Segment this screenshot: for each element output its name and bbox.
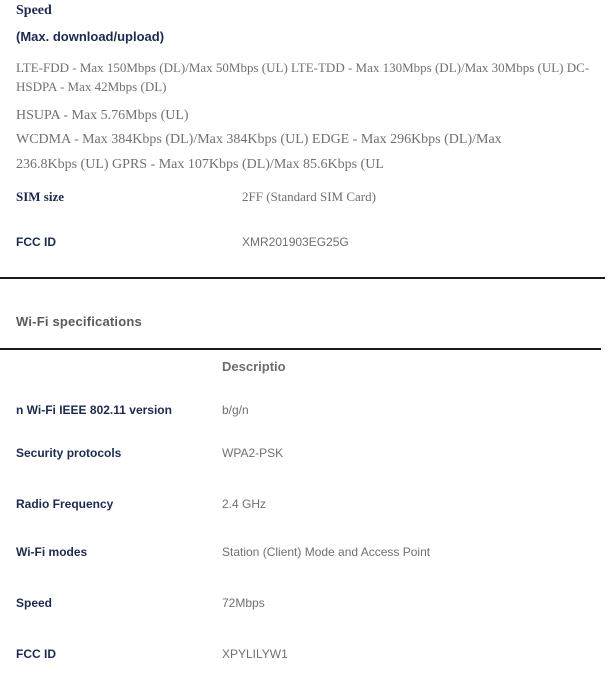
wifi-version-label: n Wi-Fi IEEE 802.11 version — [16, 403, 172, 417]
description-column-header: Descriptio — [222, 359, 286, 374]
wifi-fcc-id-value: XPYLILYW1 — [222, 647, 288, 661]
wifi-fcc-id-label: FCC ID — [16, 647, 56, 661]
security-protocols-value: WPA2-PSK — [222, 446, 284, 460]
legacy-speed-line-3: 236.8Kbps (UL) GPRS - Max 107Kbps (DL)/Max 85.6Kbps (UL — [16, 157, 384, 172]
speed-subheading: (Max. download/upload) — [16, 29, 165, 44]
lte-speed-line-1: LTE-FDD - Max 150Mbps (DL)/Max 50Mbps (UL) LTE-TDD - Max 130Mbps (DL)/Max 30Mbps (UL) DC- — [16, 60, 590, 75]
security-protocols-label: Security protocols — [16, 446, 122, 460]
sim-size-label: SIM size — [16, 189, 65, 204]
wifi-table-top-rule — [0, 348, 601, 350]
cellular-fcc-id-value: XMR201903EG25G — [242, 235, 349, 249]
wifi-speed-value: 72Mbps — [222, 596, 265, 610]
wifi-speed-label: Speed — [16, 596, 53, 610]
radio-frequency-value: 2.4 GHz — [222, 497, 267, 511]
wifi-section-title: Wi-Fi specifications — [16, 314, 142, 329]
sim-size-value: 2FF (Standard SIM Card) — [242, 189, 376, 204]
legacy-speed-line-2: WCDMA - Max 384Kbps (DL)/Max 384Kbps (UL) EDGE - Max 296Kbps (DL)/Max — [16, 132, 502, 147]
wifi-modes-value: Station (Client) Mode and Access Point — [222, 545, 431, 559]
radio-frequency-label: Radio Frequency — [16, 497, 114, 511]
wifi-version-value: b/g/n — [222, 403, 249, 417]
lte-speed-line-2: HSDPA - Max 42Mbps (DL) — [16, 79, 167, 94]
legacy-speed-line-1: HSUPA - Max 5.76Mbps (UL) — [16, 108, 189, 123]
section-divider — [0, 277, 605, 279]
speed-heading: Speed — [16, 3, 52, 18]
wifi-modes-label: Wi-Fi modes — [16, 545, 88, 559]
cellular-fcc-id-label: FCC ID — [16, 235, 56, 249]
